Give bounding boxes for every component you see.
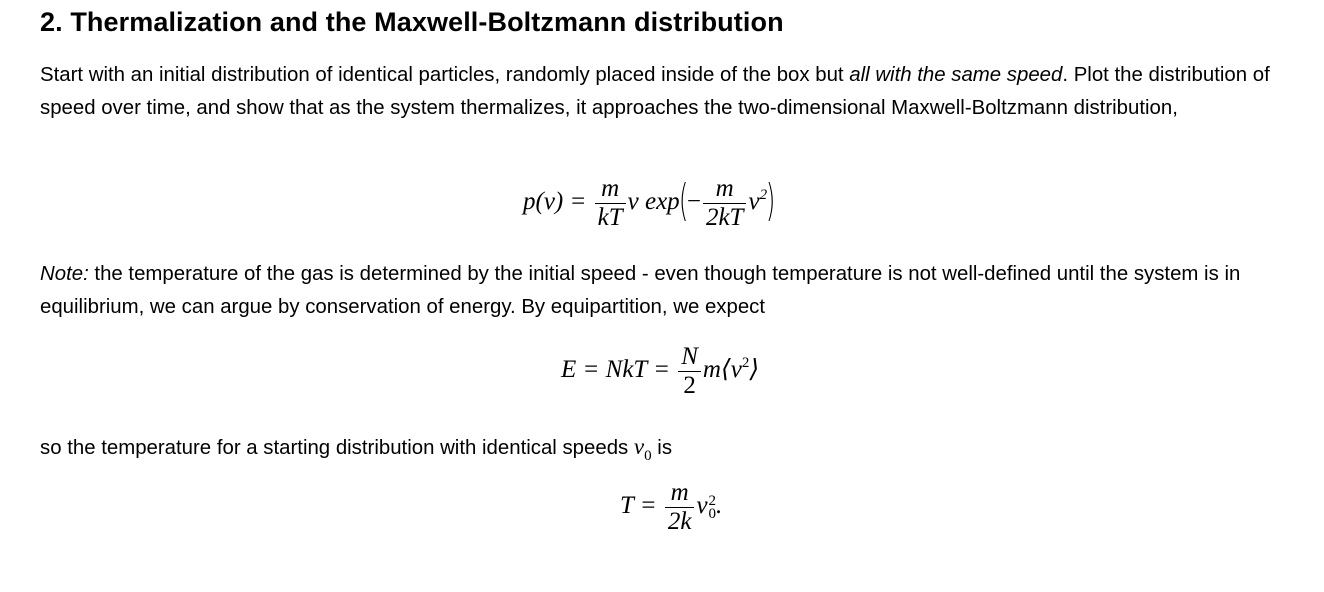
eq1-fraction-m-over-2kT (703, 176, 747, 231)
eq1-minus: − (686, 188, 701, 216)
inline-v-base: v (633, 434, 645, 459)
eq2-rhs-pre: m⟨v (702, 356, 742, 384)
eq3-lhs: T = (620, 492, 657, 520)
intro-text-start: Start with an initial distribution of identical particles, randomly placed inside of the box but (40, 64, 850, 86)
eq1-v-exponent: 2 (759, 187, 768, 204)
note-text: the temperature of the gas is determined by the initial speed - even though temperature is not well-defined until the system is in equilibrium, we can argue by conservation of energy. By equipartition, we expect (40, 263, 1241, 318)
eq1-frac1-denominator: kT (597, 204, 623, 231)
intro-paragraph (40, 59, 1302, 125)
temperature-text-start: so the temperature for a starting distribution with identical speeds (40, 437, 634, 459)
temperature-text-end: is (651, 437, 673, 459)
eq1-v-exp: v exp (627, 188, 680, 216)
temperature-equation (620, 480, 722, 535)
eq1-fraction-m-over-kT (595, 176, 626, 231)
eq3-frac-numerator: m (665, 480, 695, 508)
eq1-lhs: p(v) = (523, 188, 587, 216)
inline-initial-speed-variable (633, 434, 652, 464)
note-label: Note: (40, 263, 89, 285)
eq3-fraction-m-over-2k (665, 480, 695, 535)
temperature-paragraph (40, 430, 1302, 465)
eq3-v-scripts (708, 492, 717, 522)
eq1-v-base: v (748, 188, 760, 216)
section-heading: 2. Thermalization and the Maxwell-Boltzmann distribution (40, 7, 784, 37)
eq1-left-paren: ( (678, 174, 688, 226)
eq2-rhs-exponent: 2 (741, 355, 750, 372)
eq2-fraction-N-over-2 (678, 344, 701, 399)
eq2-frac-denominator: 2 (683, 372, 696, 399)
eq1-frac2-denominator: 2kT (705, 204, 744, 231)
eq1-right-paren: ) (765, 174, 776, 226)
intro-text-end: . Plot the distribution of speed over time, and show that as the system thermalizes, it approaches the two-dimensional Maxwell-Boltzmann distribution, (40, 64, 1270, 119)
eq3-v0-squared (696, 492, 723, 522)
eq3-v-base: v (696, 492, 708, 520)
eq1-v-squared (748, 188, 767, 215)
eq3-v-sub: 0 (708, 505, 717, 522)
eq2-lhs: E = NkT = (561, 356, 670, 384)
inline-v-subscript: 0 (644, 448, 652, 464)
eq3-v-sup: 2 (708, 492, 717, 509)
maxwell-boltzmann-equation (523, 176, 774, 231)
eq3-frac-denominator: 2k (667, 508, 692, 535)
eq2-mean-v-squared (703, 356, 759, 383)
eq2-frac-numerator: N (678, 344, 701, 372)
eq2-rhs-post: ⟩ (749, 356, 760, 384)
note-paragraph (40, 258, 1302, 324)
eq1-frac2-numerator: m (703, 176, 747, 204)
intro-emphasis: all with the same speed (849, 64, 1063, 86)
eq3-trailing-period: . (716, 492, 723, 520)
equipartition-equation (561, 344, 759, 399)
eq1-frac1-numerator: m (595, 176, 626, 204)
